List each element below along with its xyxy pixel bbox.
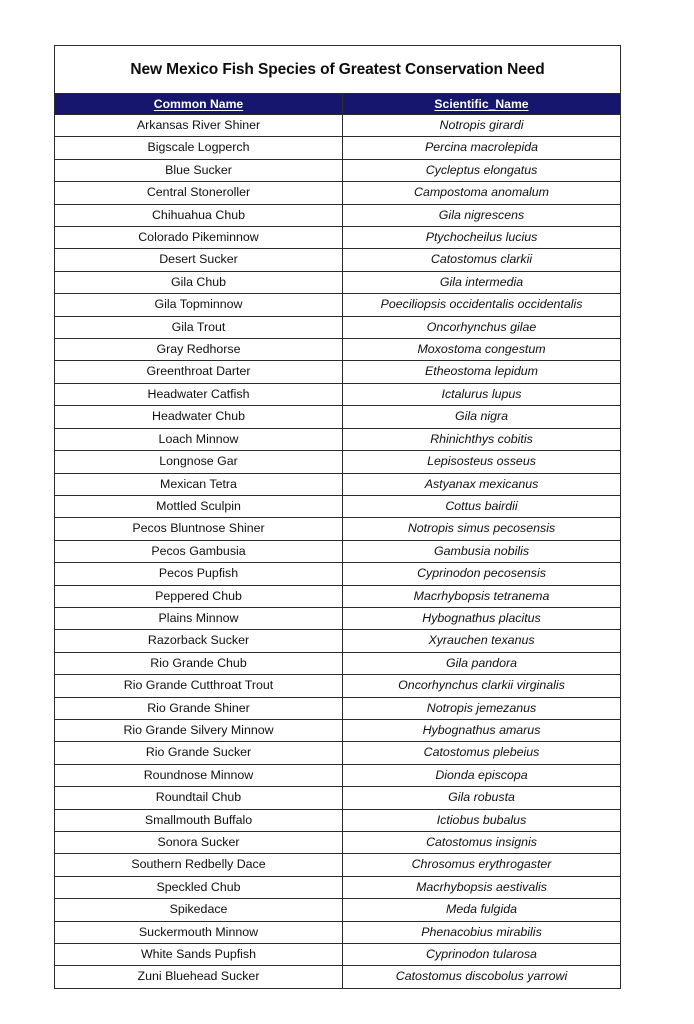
cell-scientific-name: Macrhybopsis tetranema	[343, 585, 621, 607]
table-row	[55, 854, 621, 876]
table-row	[55, 383, 621, 405]
table-row	[55, 406, 621, 428]
cell-scientific-name: Gila nigra	[343, 406, 621, 428]
species-table	[54, 45, 621, 989]
cell-scientific-name: Cottus bairdii	[343, 495, 621, 517]
table-row	[55, 271, 621, 293]
cell-common-name: Mottled Sculpin	[55, 495, 343, 517]
cell-common-name: Arkansas River Shiner	[55, 115, 343, 137]
cell-scientific-name: Macrhybopsis aestivalis	[343, 876, 621, 898]
cell-common-name: Headwater Catfish	[55, 383, 343, 405]
cell-common-name: Rio Grande Sucker	[55, 742, 343, 764]
cell-common-name: Pecos Pupfish	[55, 563, 343, 585]
table-row	[55, 563, 621, 585]
cell-scientific-name: Gila robusta	[343, 787, 621, 809]
cell-scientific-name: Oncorhynchus clarkii virginalis	[343, 675, 621, 697]
cell-scientific-name: Gila intermedia	[343, 271, 621, 293]
table-row	[55, 159, 621, 181]
cell-scientific-name: Percina macrolepida	[343, 137, 621, 159]
table-row	[55, 585, 621, 607]
page-title: New Mexico Fish Species of Greatest Conservation Need	[55, 46, 621, 94]
cell-scientific-name: Campostoma anomalum	[343, 182, 621, 204]
cell-scientific-name: Cycleptus elongatus	[343, 159, 621, 181]
cell-common-name: Spikedace	[55, 899, 343, 921]
cell-scientific-name: Moxostoma congestum	[343, 339, 621, 361]
cell-scientific-name: Catostomus plebeius	[343, 742, 621, 764]
table-row	[55, 876, 621, 898]
table-row	[55, 137, 621, 159]
cell-common-name: Zuni Bluehead Sucker	[55, 966, 343, 988]
column-header-scientific-name-label: Scientific_Name	[434, 97, 529, 111]
cell-common-name: Headwater Chub	[55, 406, 343, 428]
cell-common-name: Southern Redbelly Dace	[55, 854, 343, 876]
cell-common-name: Gila Chub	[55, 271, 343, 293]
table-row	[55, 473, 621, 495]
table-row	[55, 451, 621, 473]
cell-common-name: Central Stoneroller	[55, 182, 343, 204]
cell-scientific-name: Notropis simus pecosensis	[343, 518, 621, 540]
cell-common-name: Gila Topminnow	[55, 294, 343, 316]
table-row	[55, 518, 621, 540]
table-row	[55, 966, 621, 988]
cell-common-name: Gray Redhorse	[55, 339, 343, 361]
cell-scientific-name: Gambusia nobilis	[343, 540, 621, 562]
cell-scientific-name: Poeciliopsis occidentalis occidentalis	[343, 294, 621, 316]
cell-common-name: Rio Grande Chub	[55, 652, 343, 674]
cell-scientific-name: Catostomus discobolus yarrowi	[343, 966, 621, 988]
cell-scientific-name: Phenacobius mirabilis	[343, 921, 621, 943]
cell-common-name: Longnose Gar	[55, 451, 343, 473]
cell-scientific-name: Xyrauchen texanus	[343, 630, 621, 652]
cell-common-name: Bigscale Logperch	[55, 137, 343, 159]
table-row	[55, 182, 621, 204]
table-row	[55, 316, 621, 338]
cell-common-name: Suckermouth Minnow	[55, 921, 343, 943]
cell-scientific-name: Lepisosteus osseus	[343, 451, 621, 473]
cell-common-name: Loach Minnow	[55, 428, 343, 450]
cell-common-name: Plains Minnow	[55, 607, 343, 629]
cell-common-name: Rio Grande Shiner	[55, 697, 343, 719]
cell-scientific-name: Catostomus clarkii	[343, 249, 621, 271]
table-row	[55, 294, 621, 316]
cell-common-name: Razorback Sucker	[55, 630, 343, 652]
cell-common-name: White Sands Pupfish	[55, 944, 343, 966]
table-row	[55, 719, 621, 741]
cell-scientific-name: Cyprinodon pecosensis	[343, 563, 621, 585]
table-row	[55, 675, 621, 697]
cell-common-name: Speckled Chub	[55, 876, 343, 898]
cell-common-name: Peppered Chub	[55, 585, 343, 607]
cell-common-name: Colorado Pikeminnow	[55, 227, 343, 249]
cell-scientific-name: Astyanax mexicanus	[343, 473, 621, 495]
table-row	[55, 832, 621, 854]
table-row	[55, 944, 621, 966]
table-row	[55, 652, 621, 674]
cell-common-name: Greenthroat Darter	[55, 361, 343, 383]
cell-common-name: Roundtail Chub	[55, 787, 343, 809]
cell-scientific-name: Etheostoma lepidum	[343, 361, 621, 383]
cell-common-name: Sonora Sucker	[55, 832, 343, 854]
cell-common-name: Mexican Tetra	[55, 473, 343, 495]
cell-scientific-name: Catostomus insignis	[343, 832, 621, 854]
cell-scientific-name: Ptychocheilus lucius	[343, 227, 621, 249]
table-row	[55, 495, 621, 517]
cell-common-name: Blue Sucker	[55, 159, 343, 181]
cell-common-name: Smallmouth Buffalo	[55, 809, 343, 831]
table-row	[55, 540, 621, 562]
cell-scientific-name: Gila nigrescens	[343, 204, 621, 226]
cell-scientific-name: Notropis jemezanus	[343, 697, 621, 719]
cell-scientific-name: Ictalurus lupus	[343, 383, 621, 405]
table-row	[55, 764, 621, 786]
table-row	[55, 115, 621, 137]
cell-scientific-name: Meda fulgida	[343, 899, 621, 921]
table-row	[55, 921, 621, 943]
table-row	[55, 339, 621, 361]
cell-common-name: Desert Sucker	[55, 249, 343, 271]
cell-common-name: Gila Trout	[55, 316, 343, 338]
cell-scientific-name: Notropis girardi	[343, 115, 621, 137]
table-row	[55, 809, 621, 831]
cell-scientific-name: Dionda episcopa	[343, 764, 621, 786]
table-row	[55, 227, 621, 249]
table-body	[55, 46, 621, 989]
column-header-scientific-name[interactable]	[343, 94, 621, 115]
cell-scientific-name: Rhinichthys cobitis	[343, 428, 621, 450]
table-row	[55, 428, 621, 450]
cell-common-name: Rio Grande Silvery Minnow	[55, 719, 343, 741]
column-header-common-name-label: Common Name	[153, 97, 244, 111]
table-row	[55, 697, 621, 719]
cell-scientific-name: Cyprinodon tularosa	[343, 944, 621, 966]
cell-scientific-name: Hybognathus amarus	[343, 719, 621, 741]
cell-scientific-name: Hybognathus placitus	[343, 607, 621, 629]
table-row	[55, 630, 621, 652]
cell-scientific-name: Ictiobus bubalus	[343, 809, 621, 831]
table-row	[55, 607, 621, 629]
cell-common-name: Chihuahua Chub	[55, 204, 343, 226]
table-row	[55, 204, 621, 226]
cell-scientific-name: Oncorhynchus gilae	[343, 316, 621, 338]
cell-common-name: Rio Grande Cutthroat Trout	[55, 675, 343, 697]
table-row	[55, 742, 621, 764]
cell-common-name: Pecos Bluntnose Shiner	[55, 518, 343, 540]
cell-common-name: Pecos Gambusia	[55, 540, 343, 562]
table-header-row	[55, 94, 621, 115]
cell-scientific-name: Gila pandora	[343, 652, 621, 674]
table-row	[55, 249, 621, 271]
table-row	[55, 899, 621, 921]
title-row	[55, 46, 621, 94]
table-row	[55, 787, 621, 809]
cell-scientific-name: Chrosomus erythrogaster	[343, 854, 621, 876]
cell-common-name: Roundnose Minnow	[55, 764, 343, 786]
table-row	[55, 361, 621, 383]
column-header-common-name[interactable]	[55, 94, 343, 115]
